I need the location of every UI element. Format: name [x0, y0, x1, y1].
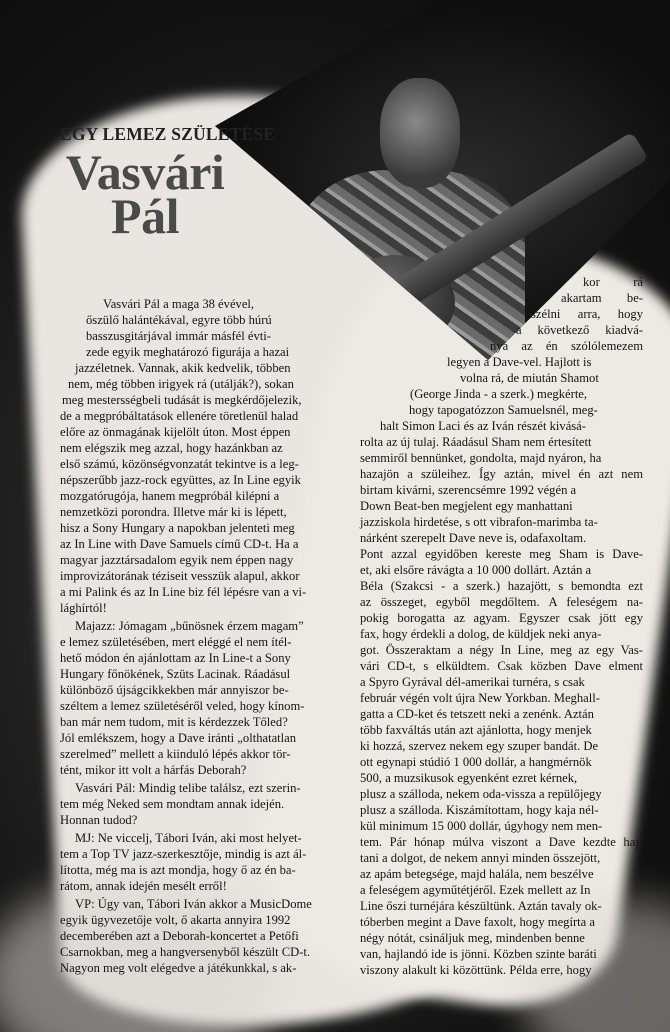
text-line: négy nótát, csináljuk meg, mindenben benne: [360, 931, 585, 945]
text-line: a feleségem agyműtétjéről. Ezek mellett az In: [360, 883, 591, 897]
text-line: nem, még többen irigyek rá (utálják?), sokan: [68, 377, 294, 391]
text-line: (George Jinda - a szerk.) megkérte,: [410, 387, 588, 401]
text-line: plusz a szálloda, nekem oda-vissza a repülőjegy: [360, 787, 602, 801]
text-line: nárként szerepelt Dave neve is, odafaxoltam.: [360, 531, 587, 545]
text-line: a mi Palink és az In Line biz fél lépésre van a vi-: [60, 585, 307, 599]
photo-head: [380, 78, 460, 188]
text-line: VP: Úgy van, Tábori Iván akkor a MusicDome: [75, 897, 312, 911]
text-line: Honnan tudod?: [60, 813, 138, 827]
text-line: Pont azzal egyidőben kereste meg Sham is Dave-: [360, 547, 643, 561]
text-line: semmiről bennünket, gondolta, majd nyáron, ha: [360, 451, 602, 465]
text-line: viszony alakult ki közöttünk. Példa erre, hogy: [360, 963, 592, 977]
text-line: több faxváltás után azt ajánlotta, hogy menjek: [360, 723, 592, 737]
text-line: pokig borogatta az agyam. Egyszer csak jött egy: [360, 611, 643, 625]
text-line: ki hozzá, szervez nekem egy szuper bandát. De: [360, 739, 599, 753]
text-line: Vasvári Pál: Mindig telibe találsz, ezt szerin-: [75, 781, 301, 795]
text-line: az apám betegsége, majd halála, nem beszélve: [360, 867, 594, 881]
text-line: február végén volt újra New Yorkban. Meghall-: [360, 691, 600, 705]
text-line: tem. Pár hónap múlva viszont a Dave kezdte haj-: [360, 835, 643, 849]
text-line: nemzetközi porondra. Illetve már ki is lépett,: [60, 505, 287, 519]
text-line: van, hajlandó ide is jönni. Közben szinte baráti: [360, 947, 597, 961]
text-line: MJ: Ne viccelj, Tábori Iván, aki most helyet-: [75, 831, 302, 845]
text-line: et, aki elsőre rávágta a 10 000 dollárt. Aztán a: [360, 563, 592, 577]
text-line: Csarnokban, meg a hangversenyből készült CD-t.: [60, 945, 311, 959]
text-line: hisz a Sony Hungary a napokban jelenteti meg: [60, 521, 295, 535]
section-kicker: EGY LEMEZ SZÜLETÉSE: [60, 124, 276, 144]
text-line: őszülő halántékával, egyre több húrú: [86, 313, 272, 327]
text-line: rátom, annak idején mesélt erről!: [60, 879, 227, 893]
text-line: zede egyik meghatározó figurája a hazai: [86, 345, 290, 359]
text-line: basszusgitárjával immár másfél évti-: [86, 329, 271, 343]
text-line: előre az önmagának kijelölt úton. Most éppen: [60, 425, 291, 439]
text-line: Majazz: Jómagam „bűnösnek érzem magam”: [75, 619, 304, 633]
text-line: hazajön a szüleihez. Így aztán, mivel én azt nem: [360, 467, 643, 481]
text-line: akartam be-: [561, 291, 643, 305]
text-line: az összeget, egyből megdőltem. A feleségem na-: [360, 595, 643, 609]
title-line-1: Vasvári: [65, 144, 225, 200]
text-line: Béla (Szakcsi - a szerk.) hazajött, s bemondta ezt: [360, 579, 643, 593]
text-line: az In Line with Dave Samuels című CD-t. Ha a: [60, 537, 299, 551]
text-line: 500, a muzsikusok egyenként ezret kérnek,: [360, 771, 578, 785]
text-line: birtam kivárni, szerencsémre 1992 végén a: [360, 483, 577, 497]
text-line: hető módon én ajánlottam az In Line-t a Sony: [60, 651, 291, 665]
text-line: e lemez születésében, mert eléggé el nem ítél-: [60, 635, 292, 649]
text-line: tem még Neked sem mondtam annak idején.: [60, 797, 285, 811]
text-line: tóberben megint a Dave faxolt, hogy megírta a: [360, 915, 596, 929]
text-line: got. Összeraktam a négy In Line, meg az egy Vas-: [360, 643, 643, 657]
text-line: kor rá: [583, 275, 643, 289]
text-line: fax, hogy érdekli a dolog, de küldjek neki anya-: [360, 627, 602, 641]
text-line: improvizátorának téziseit vesszük alapul, akkor: [60, 569, 300, 583]
text-line: halt Simon Laci és az Iván részét kivásá-: [380, 419, 586, 433]
text-line: lághírtól!: [60, 601, 107, 615]
text-line: Jól emlékszem, hogy a Dave iránti „olthatatlan: [60, 731, 297, 745]
text-line: lította, még ma is azt mondja, hogy ő az én ba-: [60, 863, 296, 877]
text-line: széltem a lemez születéséről veled, hogy kínom-: [60, 699, 305, 713]
text-line: népszerűbb jazz-rock együttes, az In Line egyik: [60, 473, 301, 487]
text-line: ban már nem tudom, mit is kérdezzek Tőled?: [60, 715, 288, 729]
text-line: első számú, közönségvonzatát tekintve is a leg-: [60, 457, 299, 471]
text-line: rolta az új tulaj. Ráadásul Sham nem értesített: [360, 435, 592, 449]
text-line: de a megpróbáltatások ellenére töretlenül halad: [60, 409, 299, 423]
text-line: Down Beat-ben megjelent egy manhattani: [360, 499, 573, 513]
text-line: gatta a CD-ket és tetszett neki a zenénk. Aztán: [360, 707, 594, 721]
article-title: [55, 144, 235, 244]
text-line: hogy tapogatózzon Samuelsnél, meg-: [409, 403, 598, 417]
text-line: ott egynapi stúdió 1 000 dollár, a hangmérnök: [360, 755, 592, 769]
text-line: a Spyro Gyrával dél-amerikai turnéra, s csak: [360, 675, 585, 689]
text-line: szerelmed” mellett a kiinduló lépés akkor tör-: [60, 747, 291, 761]
text-line: volna rá, de miután Shamot: [460, 371, 599, 385]
text-line: tént, mikor itt volt a hárfás Deborah?: [60, 763, 247, 777]
text-line: vári CD-t, s elküldtem. Csak közben Dave elment: [360, 659, 643, 673]
text-line: szélni arra, hogy: [531, 307, 643, 321]
text-line: Nagyon meg volt elégedve a játékunkkal, s ak-: [60, 961, 297, 975]
text-line: nem elégszik meg azzal, hogy hazánkban az: [60, 441, 283, 455]
text-line: legyen a Dave-vel. Hajlott is: [447, 355, 592, 369]
text-line: Hungary főnökének, Szüts Lacinak. Ráadásul: [60, 667, 291, 681]
title-line-2: Pál: [111, 188, 179, 244]
text-line: Vasvári Pál a maga 38 évével,: [103, 297, 255, 311]
text-line: kül minimum 15 000 dollár, úgyhogy nem men-: [360, 819, 603, 833]
text-line: Line őszi turnéjára készültünk. Aztán tavaly ok-: [360, 899, 602, 913]
text-line: tani a dolgot, de nekem annyi minden összejött,: [360, 851, 601, 865]
text-line: jazzéletnek. Vannak, akik kedvelik, többen: [75, 361, 291, 375]
text-line: meg mestersségbeli tudását is megkérdőjelezik,: [62, 393, 302, 407]
text-line: mozgatórugója, hanem megpróbál kilépni a: [60, 489, 280, 503]
text-line: plusz a szálloda. Kiszámítottam, hogy kaja nél-: [360, 803, 599, 817]
text-line: magyar jazztársadalom egyik nem éppen nagy: [60, 553, 294, 567]
text-line: tem a Top TV jazz-szerkesztője, mindig is azt ál-: [60, 847, 307, 861]
text-line: jazziskola hirdetése, s ott vibrafon-marimba ta-: [360, 515, 598, 529]
text-line: decemberében azt a Deborah-koncertet a Petőfi: [60, 929, 299, 943]
text-line: a következő kiadvá-: [516, 323, 643, 337]
text-line: különböző újságcikkekben már annyiszor be-: [60, 683, 289, 697]
text-line: egyik ügyvezetője volt, ő akarta annyira 1992: [60, 913, 291, 927]
text-line: nya az én szólólemezem: [490, 339, 643, 353]
